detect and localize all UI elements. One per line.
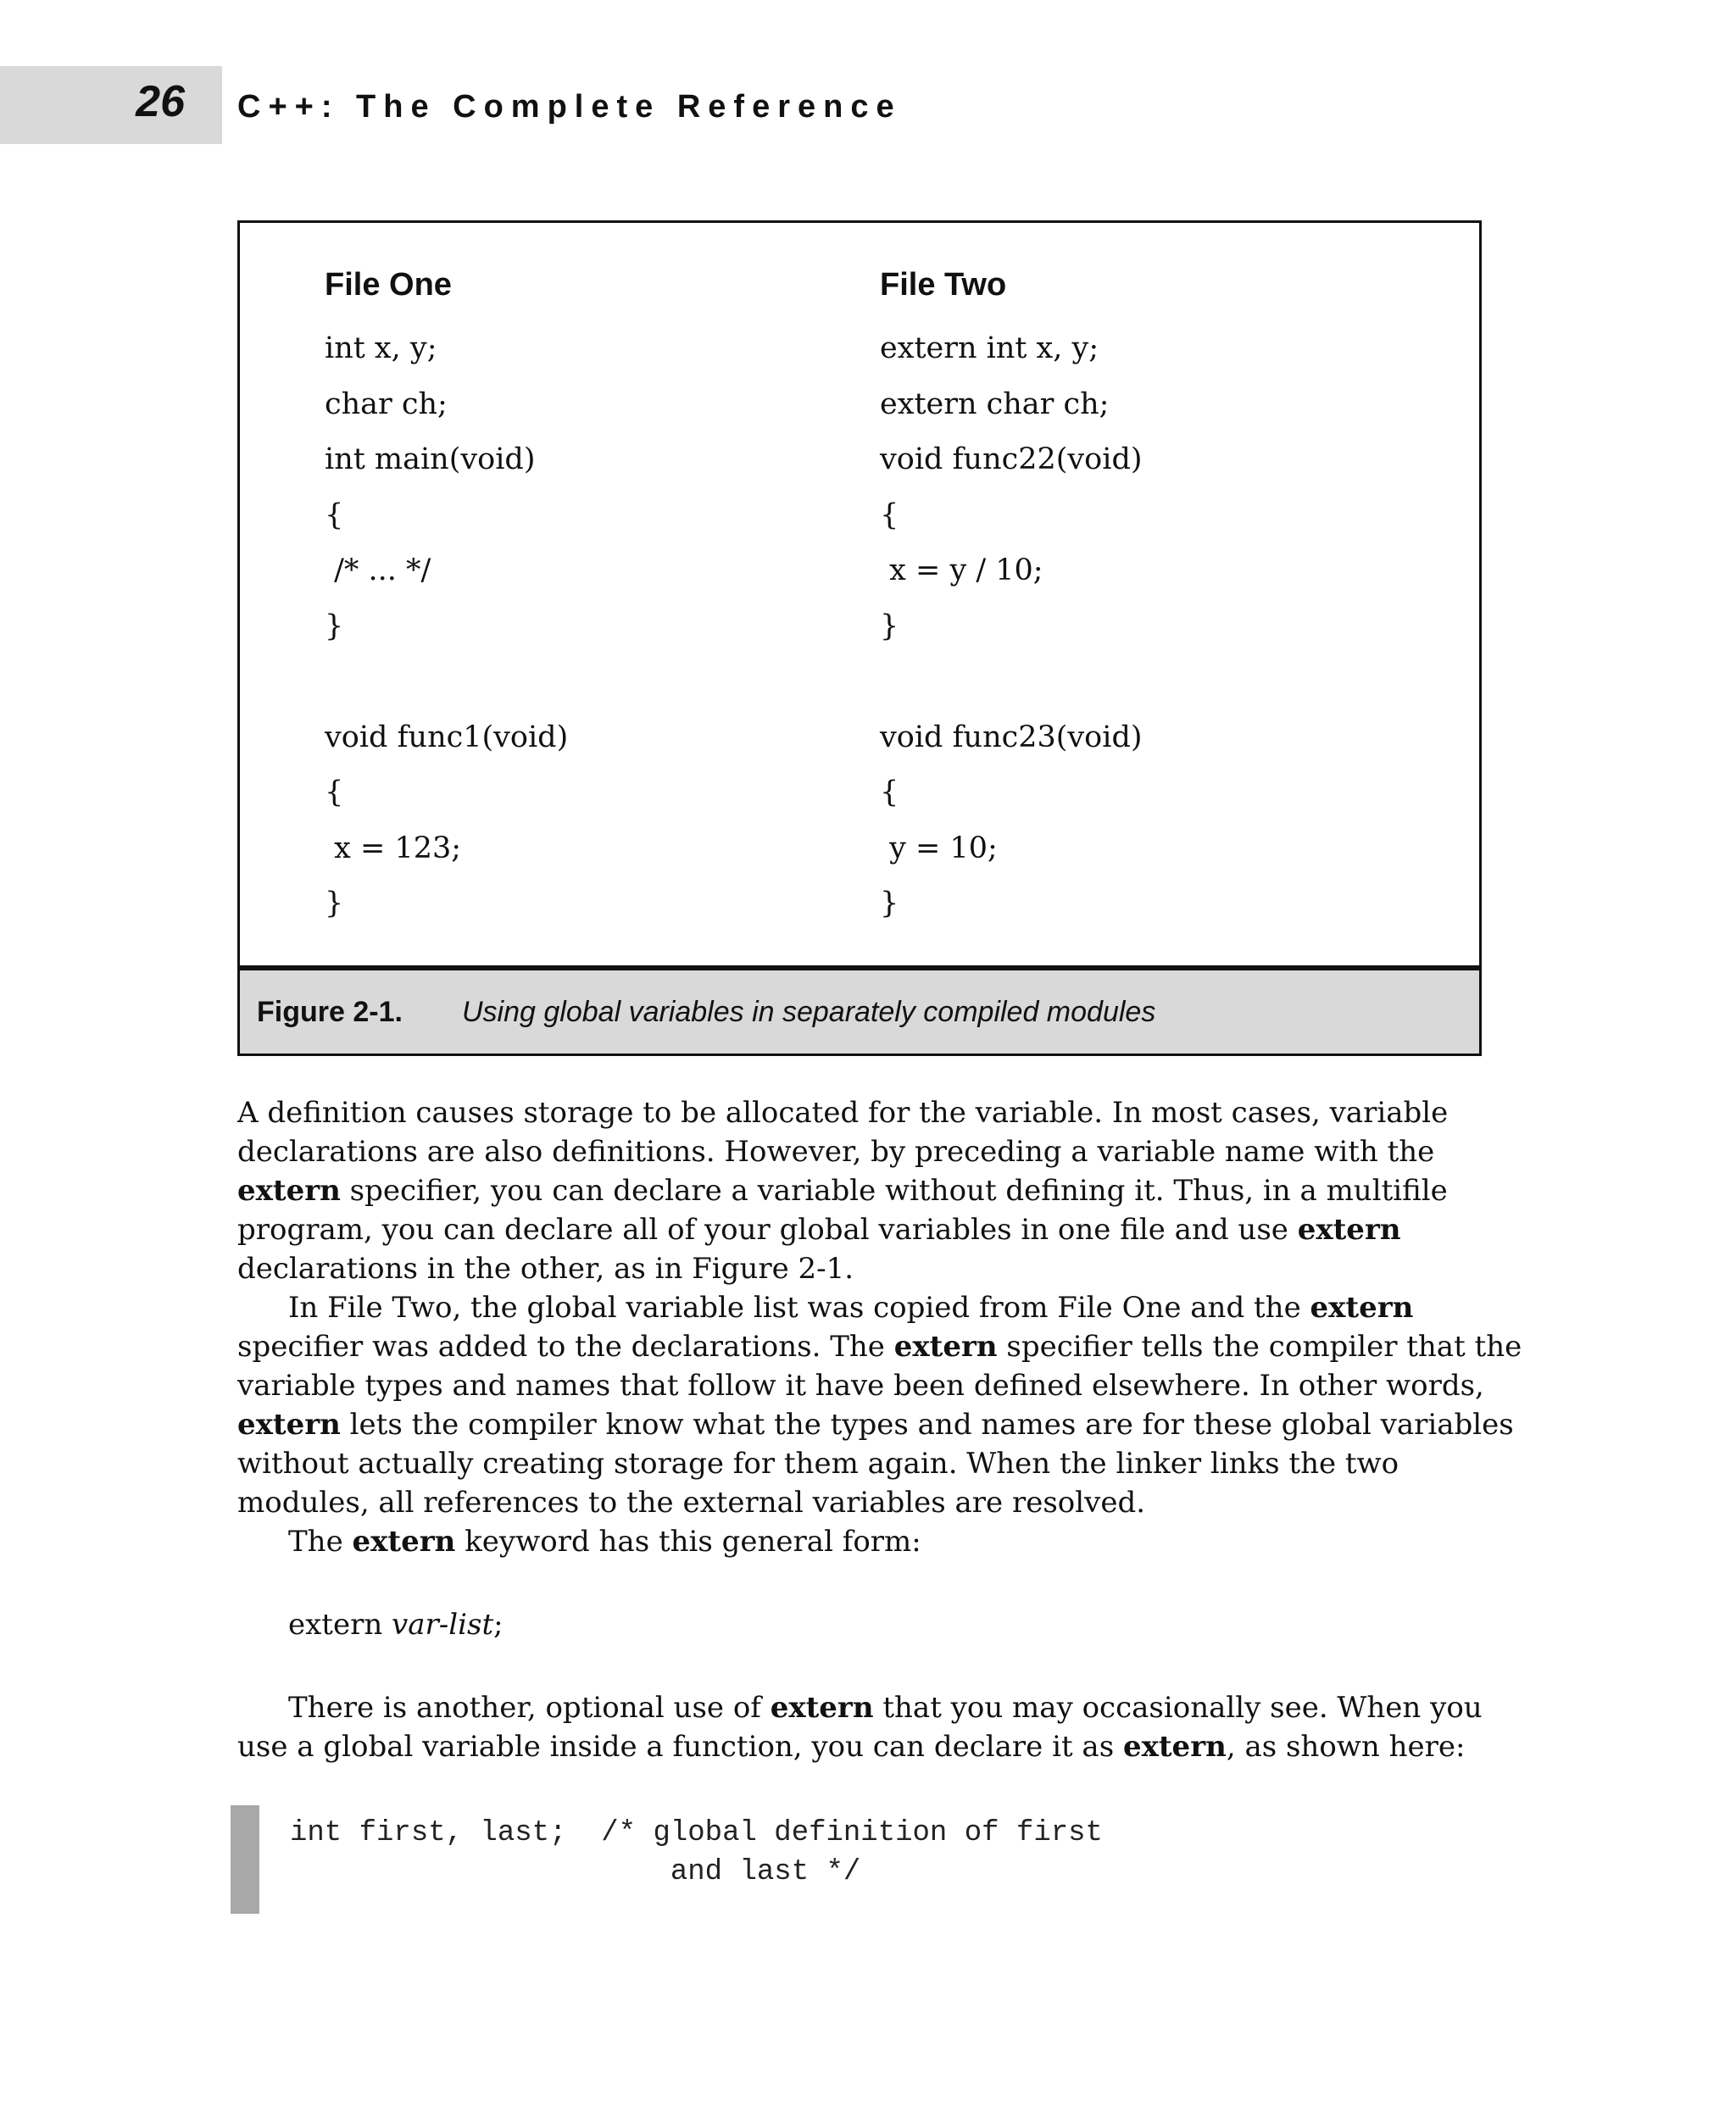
text-line	[237, 1444, 1492, 1483]
text-span: that you may occasionally see. When you	[873, 1691, 1483, 1725]
listing-line: int first, last; /* global definition of first	[290, 1817, 1103, 1849]
text-span: program, you can declare all of your global variables in one file and use	[237, 1213, 1298, 1247]
text-span: There is another, optional use of	[288, 1691, 771, 1725]
code-listing	[231, 1805, 1485, 1914]
general-form-keyword: extern	[288, 1608, 392, 1642]
listing-bar	[231, 1805, 259, 1914]
body-text	[237, 1093, 1522, 1766]
code-line: }	[880, 609, 899, 643]
keyword-extern: extern	[770, 1691, 874, 1725]
text-span: variable types and names that follow it have been defined elsewhere. In other words,	[237, 1369, 1484, 1403]
figure-caption	[240, 970, 1479, 1054]
code-blank-line	[325, 654, 568, 710]
code-line: }	[325, 887, 344, 920]
code-line: extern char ch;	[880, 386, 1110, 421]
paragraph-general-form-intro	[237, 1522, 1492, 1561]
general-form	[288, 1605, 1492, 1644]
code-line: int main(void)	[325, 442, 536, 476]
general-form-end: ;	[493, 1608, 504, 1642]
text-span: specifier, you can declare a variable without defining it. Thus, in a multifile	[340, 1174, 1448, 1208]
text-line	[237, 1132, 1492, 1171]
text-line	[237, 1366, 1492, 1405]
text-span: without actually creating storage for them again. When the linker links the two	[237, 1447, 1399, 1481]
code-line: extern int x, y;	[880, 331, 1099, 365]
text-span: The	[288, 1525, 353, 1559]
keyword-extern: extern	[352, 1525, 456, 1559]
text-line	[237, 1405, 1514, 1444]
running-title: C++: The Complete Reference	[237, 89, 902, 125]
text-span: declarations in the other, as in Figure 2-1.	[237, 1252, 854, 1286]
text-span: A definition causes storage to be allocated for the variable. In most cases, variable	[237, 1096, 1449, 1130]
figure-caption-text: Using global variables in separately compiled modules	[462, 996, 1156, 1028]
keyword-extern: extern	[1122, 1730, 1227, 1764]
page-number: 26	[136, 77, 185, 126]
code-line: }	[325, 609, 344, 643]
code-line: {	[325, 498, 344, 532]
keyword-extern: extern	[1310, 1291, 1414, 1325]
text-span: , as shown here:	[1226, 1730, 1466, 1764]
code-line: x = 123;	[325, 831, 462, 865]
text-line	[237, 1522, 1492, 1561]
text-span: declarations are also definitions. However, by preceding a variable name with the	[237, 1135, 1435, 1169]
text-span: specifier tells the compiler that the	[997, 1330, 1522, 1364]
keyword-extern: extern	[237, 1174, 341, 1208]
text-line	[237, 1483, 1492, 1522]
listing-line: and last */	[290, 1856, 861, 1888]
text-line	[237, 1210, 1492, 1249]
code-blank-line	[880, 654, 1143, 710]
code-line: }	[880, 887, 899, 920]
file-one-column	[325, 257, 568, 932]
text-line	[237, 1288, 1492, 1327]
figure-caption-label: Figure 2-1.	[257, 996, 403, 1028]
paragraph-optional-use	[237, 1688, 1492, 1766]
code-line: x = y / 10;	[880, 553, 1043, 587]
code-line: {	[325, 776, 344, 809]
general-form-var-list: var-list	[392, 1608, 494, 1642]
code-line: int x, y;	[325, 331, 437, 365]
paragraph-definition	[237, 1093, 1492, 1288]
page-number-box	[0, 66, 222, 144]
text-span: use a global variable inside a function, you can declare it as	[237, 1730, 1123, 1764]
text-span: keyword has this general form:	[455, 1525, 921, 1559]
text-line	[237, 1249, 1492, 1288]
figure-2-1	[237, 220, 1482, 1056]
code-line: void func1(void)	[325, 720, 569, 754]
figure-code-panel	[240, 223, 1479, 970]
paragraph-file-two	[237, 1288, 1522, 1522]
text-span: lets the compiler know what the types and names are for these global variables	[340, 1408, 1514, 1442]
text-span: modules, all references to the external variables are resolved.	[237, 1486, 1146, 1520]
keyword-extern: extern	[893, 1330, 998, 1364]
code-line: {	[880, 498, 899, 532]
code-line: /* ... */	[325, 553, 431, 587]
keyword-extern: extern	[1297, 1213, 1401, 1247]
text-span: specifier was added to the declarations. The	[237, 1330, 894, 1364]
text-line	[237, 1171, 1492, 1210]
keyword-extern: extern	[237, 1408, 341, 1442]
text-line	[237, 1093, 1492, 1132]
code-line: {	[880, 776, 899, 809]
code-line: void func23(void)	[880, 720, 1143, 754]
text-line	[237, 1688, 1492, 1727]
code-line: char ch;	[325, 386, 448, 421]
text-span: In File Two, the global variable list was copied from File One and the	[288, 1291, 1310, 1325]
file-two-column	[880, 257, 1143, 932]
text-line	[237, 1327, 1522, 1366]
code-line: y = 10;	[880, 831, 998, 865]
text-line	[237, 1727, 1492, 1766]
file-two-heading: File Two	[880, 267, 1007, 303]
file-one-heading: File One	[325, 267, 452, 303]
code-line: void func22(void)	[880, 442, 1143, 476]
